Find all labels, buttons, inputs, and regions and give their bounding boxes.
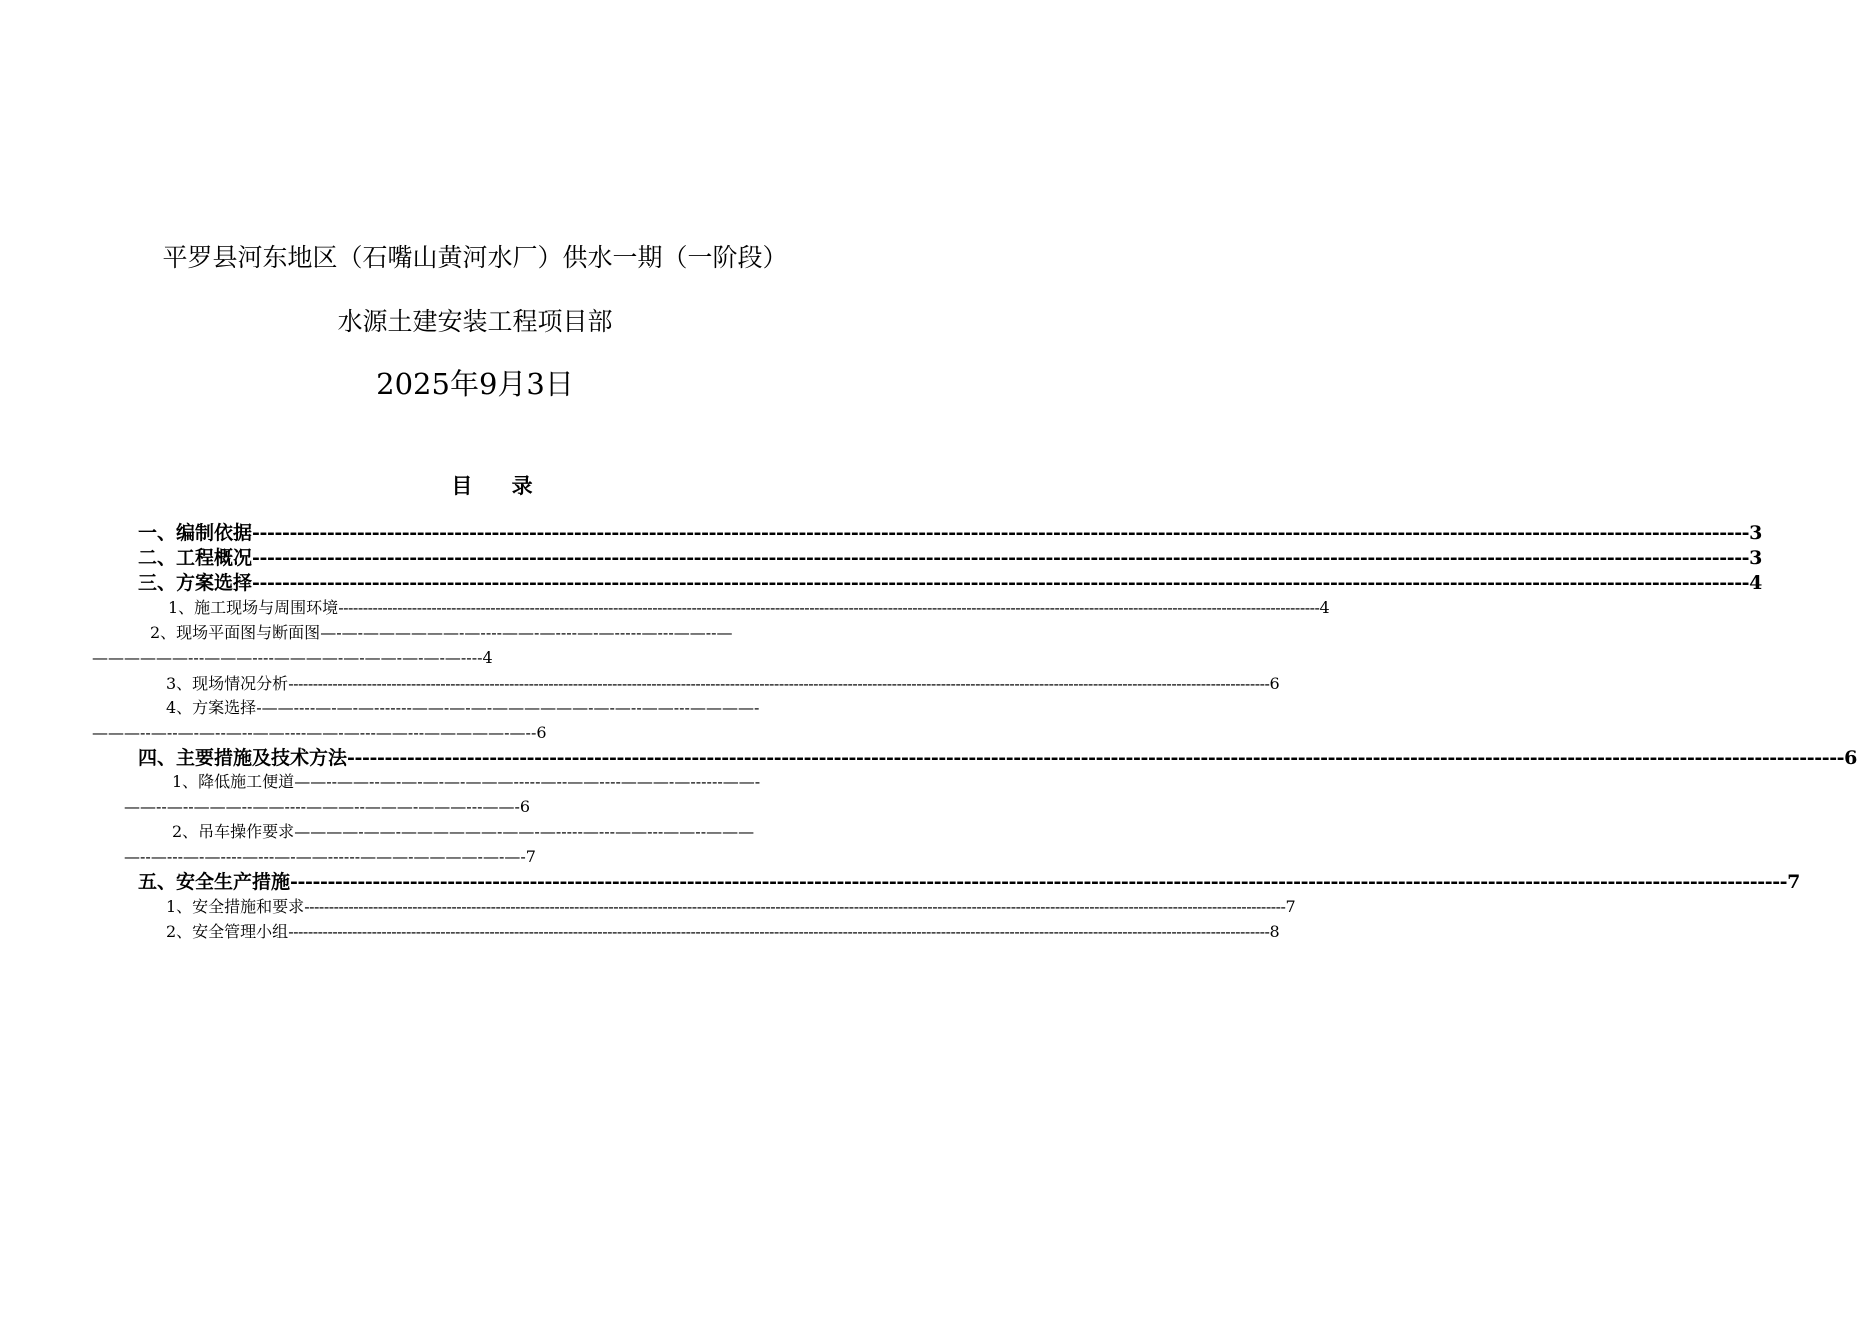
toc-entry-continuation bbox=[124, 795, 844, 819]
toc-entry-page: 6 bbox=[1269, 674, 1280, 693]
toc-entry-title: 四、主要措施及技术方法 bbox=[138, 747, 348, 769]
toc-entry-page: 4 bbox=[1319, 598, 1330, 617]
toc-leader: ——————---———----————-—-——-—-—-—---- bbox=[92, 648, 483, 667]
toc-entry-continuation bbox=[92, 646, 852, 670]
toc-leader: -------------------------------------------------------------------------------------------------------------------------------------------------------------------------------------------------------- bbox=[338, 598, 1320, 617]
toc-leader: -------------------------------------------------------------------------------------------------------------------------------------------------------------------------------------------------------- bbox=[288, 674, 1270, 693]
toc-entry-page: -6 bbox=[514, 797, 531, 816]
toc-entry[interactable] bbox=[172, 820, 860, 844]
toc-entry[interactable] bbox=[138, 745, 1857, 771]
toc-entry-title: 2、现场平面图与断面图 bbox=[150, 623, 321, 642]
toc-leader: ———--—--—-—--—--——----——-—---——---—————-—- bbox=[92, 723, 531, 742]
toc-entry[interactable] bbox=[138, 869, 1801, 895]
toc-entry[interactable] bbox=[150, 621, 860, 645]
toc-leader: -——----—-—-—-------——-—-—-——————-—-—--——---————- bbox=[256, 698, 760, 717]
toc-entry[interactable] bbox=[138, 545, 1763, 571]
toc-entry-title: 4、方案选择 bbox=[166, 698, 257, 717]
toc-entry[interactable] bbox=[168, 596, 1330, 620]
toc-entry-title: 1、降低施工便道 bbox=[172, 772, 295, 791]
project-name-line: 平罗县河东地区（石嘴山黄河水厂）供水一期（一阶段） bbox=[162, 243, 788, 272]
toc-entry-title: 2、吊车操作要求 bbox=[172, 822, 295, 841]
project-department-line: 水源土建安装工程项目部 bbox=[337, 307, 613, 336]
toc-title: 目 录 bbox=[451, 473, 549, 498]
toc-entry-title: 一、编制依据 bbox=[138, 522, 253, 544]
toc-entry-title: 3、现场情况分析 bbox=[166, 674, 289, 693]
toc-entry[interactable] bbox=[138, 520, 1763, 546]
toc-entry-page: 3 bbox=[1749, 522, 1763, 544]
toc-leader: -------------------------------------------------------------------------------------------------------------------------------------------------------------------------------------------------------- bbox=[252, 547, 1750, 569]
toc-leader: -------------------------------------------------------------------------------------------------------------------------------------------------------------------------------------------------------- bbox=[252, 572, 1750, 594]
toc-entry-continuation bbox=[92, 721, 852, 745]
toc-entry-page: 7 bbox=[1787, 871, 1801, 893]
toc-leader: -------------------------------------------------------------------------------------------------------------------------------------------------------------------------------------------------------- bbox=[347, 747, 1845, 769]
toc-leader: -------------------------------------------------------------------------------------------------------------------------------------------------------------------------------------------------------- bbox=[288, 922, 1270, 941]
toc-entry-title: 1、施工现场与周围环境 bbox=[168, 598, 339, 617]
toc-entry[interactable] bbox=[166, 672, 1280, 696]
toc-entry-page: 4 bbox=[1749, 572, 1763, 594]
toc-entry-title: 三、方案选择 bbox=[138, 572, 253, 594]
toc-entry[interactable] bbox=[138, 570, 1763, 596]
toc-entry-title: 二、工程概况 bbox=[138, 547, 253, 569]
toc-leader: -------------------------------------------------------------------------------------------------------------------------------------------------------------------------------------------------------- bbox=[252, 522, 1750, 544]
toc-entry-page: 4 bbox=[482, 648, 493, 667]
toc-entry[interactable] bbox=[166, 920, 1280, 944]
toc-entry-title: 2、安全管理小组 bbox=[166, 922, 289, 941]
toc-entry-page: 6 bbox=[1844, 747, 1857, 769]
toc-entry-title: 1、安全措施和要求 bbox=[166, 897, 305, 916]
cover-date: 2025年9月3日 bbox=[376, 367, 574, 401]
toc-leader: -------------------------------------------------------------------------------------------------------------------------------------------------------------------------------------------------------- bbox=[304, 897, 1286, 916]
toc-entry-title: 五、安全生产措施 bbox=[138, 871, 291, 893]
toc-entry-page: 3 bbox=[1749, 547, 1763, 569]
toc-entry-page: -7 bbox=[520, 847, 536, 866]
toc-entry[interactable] bbox=[166, 696, 860, 720]
toc-entry-continuation bbox=[124, 845, 844, 869]
toc-entry[interactable] bbox=[166, 895, 1296, 919]
toc-entry-page: 8 bbox=[1269, 922, 1280, 941]
toc-leader: ————-——-——————-——-—-----—---——---——--——— bbox=[294, 822, 755, 841]
toc-leader: ——--—--———--——----———--———-———---—— bbox=[124, 797, 515, 816]
toc-leader: ——--——--—-—-—-—-———-----—--——----———-—------——- bbox=[294, 772, 761, 791]
toc-entry-page: 7 bbox=[1285, 897, 1296, 916]
toc-entry-page: -6 bbox=[530, 723, 547, 742]
toc-entry[interactable] bbox=[172, 770, 860, 794]
toc-leader: —-—-——————-—----——-—----—-—-----—---——--— bbox=[320, 623, 733, 642]
toc-leader: —--—---—-—----—---—-——------———-————-—-— bbox=[124, 847, 521, 866]
toc-leader: -------------------------------------------------------------------------------------------------------------------------------------------------------------------------------------------------------- bbox=[290, 871, 1788, 893]
